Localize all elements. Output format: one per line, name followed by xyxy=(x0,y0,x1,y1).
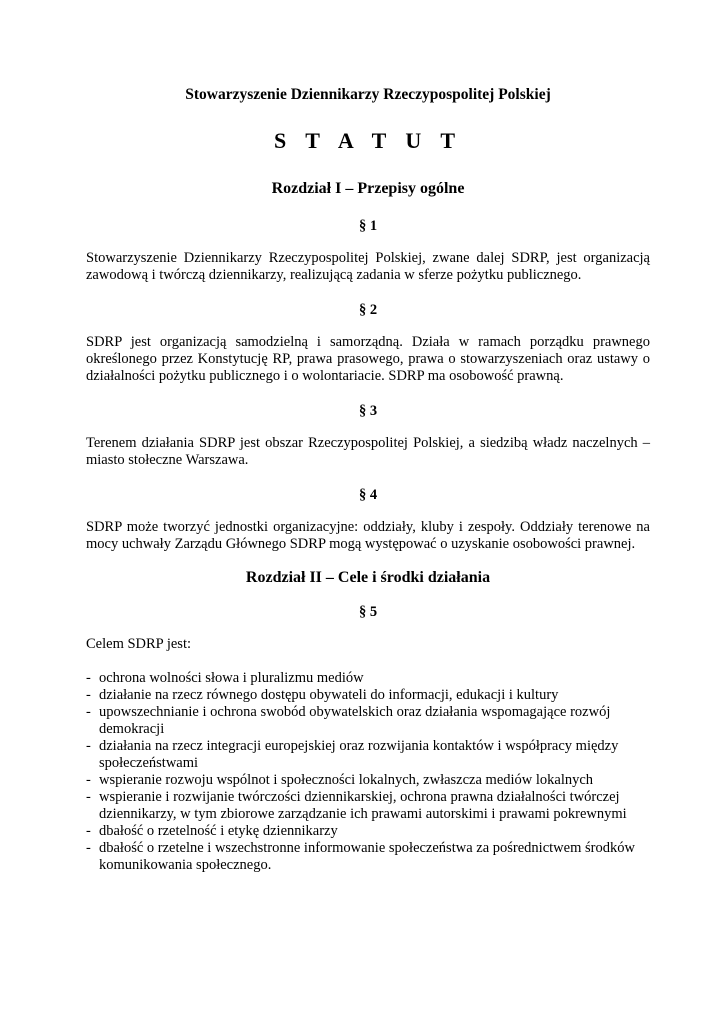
section-1-text: Stowarzyszenie Dziennikarzy Rzeczypospolitej Polskiej, zwane dalej SDRP, jest organizacją zawodową i twórczą dziennikarzy, realizującą zadania w sferze pożytku publicznego. xyxy=(86,250,650,283)
dash-bullet: - xyxy=(86,738,91,754)
goal-text: wspieranie rozwoju wspólnot i społeczności lokalnych, zwłaszcza mediów lokalnych xyxy=(99,772,594,788)
list-item xyxy=(86,772,650,789)
section-5-intro: Celem SDRP jest: xyxy=(86,636,191,652)
section-3-sign: § 3 xyxy=(358,403,378,419)
document-page xyxy=(86,84,650,874)
goal-text: działania na rzecz integracji europejskiej oraz rozwijania kontaktów i współpracy między społeczeństwami xyxy=(99,738,619,771)
list-item xyxy=(86,823,650,840)
section-3-text: Terenem działania SDRP jest obszar Rzeczypospolitej Polskiej, a siedzibą władz naczelnych – miasto stołeczne Warszawa. xyxy=(86,435,650,468)
dash-bullet: - xyxy=(86,670,91,686)
section-4-text: SDRP może tworzyć jednostki organizacyjne: oddziały, kluby i zespoły. Oddziały terenowe na mocy uchwały Zarządu Głównego SDRP mogą występować o uzyskanie osobowości prawnej. xyxy=(86,519,650,552)
chapter-2-heading: Rozdział II – Cele i środki działania xyxy=(245,569,491,586)
goal-text: ochrona wolności słowa i pluralizmu mediów xyxy=(99,670,364,686)
dash-bullet: - xyxy=(86,687,91,703)
goals-list xyxy=(86,670,650,874)
goal-text: działanie na rzecz równego dostępu obywateli do informacji, edukacji i kultury xyxy=(99,687,559,703)
list-item xyxy=(86,738,650,772)
goal-text: dbałość o rzetelność i etykę dziennikarzy xyxy=(99,823,338,839)
list-item xyxy=(86,840,650,874)
dash-bullet: - xyxy=(86,823,91,839)
document-title: S T A T U T xyxy=(273,128,463,153)
dash-bullet: - xyxy=(86,840,91,856)
section-2-sign: § 2 xyxy=(358,302,378,318)
goal-text: wspieranie i rozwijanie twórczości dziennikarskiej, ochrona prawna działalności twórczej dziennikarzy, w tym zbiorowe zarządzanie ich prawami autorskimi i prawami pokrewnymi xyxy=(99,789,627,822)
list-item xyxy=(86,687,650,704)
goal-text: upowszechnianie i ochrona swobód obywatelskich oraz działania wspomagające rozwój demokracji xyxy=(99,704,611,737)
list-item xyxy=(86,704,650,738)
section-2-text: SDRP jest organizacją samodzielną i samorządną. Działa w ramach porządku prawnego określonego przez Konstytucję RP, prawa prasowego, prawa o stowarzyszeniach oraz ustawy o działalności pożytku publicznego i o wolontariacie. SDRP ma osobowość prawną. xyxy=(86,334,650,384)
organization-name: Stowarzyszenie Dziennikarzy Rzeczypospolitej Polskiej xyxy=(185,86,551,103)
list-item xyxy=(86,670,650,687)
list-item xyxy=(86,789,650,823)
chapter-1-heading: Rozdział I – Przepisy ogólne xyxy=(271,180,465,197)
dash-bullet: - xyxy=(86,772,91,788)
dash-bullet: - xyxy=(86,789,91,805)
dash-bullet: - xyxy=(86,704,91,720)
goal-text: dbałość o rzetelne i wszechstronne informowanie społeczeństwa za pośrednictwem środków komunikowania społecznego. xyxy=(99,840,635,873)
section-4-sign: § 4 xyxy=(358,487,378,503)
section-5-sign: § 5 xyxy=(358,604,378,620)
section-1-sign: § 1 xyxy=(358,218,378,234)
